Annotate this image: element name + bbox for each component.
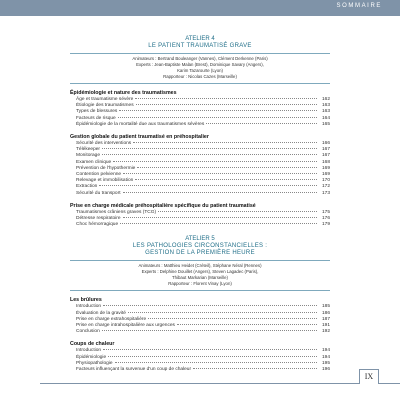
section-title: Épidémiologie et nature des traumatismes	[70, 90, 177, 96]
atelier-5-number: ATELIER 5	[185, 236, 215, 243]
credit-line: Animateurs : Bertrand Bouleanger (Vannes), Clément Derkenne (Paris)	[132, 56, 268, 61]
entry-title: Prévention de l'hypothermie	[76, 165, 136, 171]
entry-page: 167	[321, 153, 330, 159]
dot-leader	[99, 185, 317, 186]
dot-leader	[118, 117, 317, 118]
toc-entry[interactable]	[76, 122, 330, 128]
entry-title: Étiologie des traumatismes	[76, 103, 134, 109]
atelier-5-credits	[70, 263, 330, 287]
entry-page: 191	[321, 323, 330, 329]
entry-title: Relevage et immobilisation	[76, 178, 134, 184]
entry-page: 168	[321, 159, 330, 165]
entry-title: Évaluation de la gravité	[76, 310, 126, 316]
entry-page: 194	[321, 348, 330, 354]
dot-leader	[119, 110, 317, 111]
entry-page: 192	[321, 329, 330, 335]
credit-line: Rapporteur : Nicolas Cazes (Marseille)	[163, 74, 237, 79]
entry-title: Physiopathologie	[76, 360, 113, 366]
atelier-5-title-line2: GESTION DE LA PREMIÈRE HEURE	[145, 250, 255, 257]
dot-leader	[103, 305, 317, 306]
entry-title: Télékeeper	[76, 147, 100, 153]
entry-page: 175	[321, 209, 330, 215]
entry-title: Sécurité des interventions	[76, 141, 132, 147]
entry-title: Conclusion	[76, 329, 100, 335]
toc-section	[70, 341, 330, 373]
entry-page: 194	[321, 354, 330, 360]
entry-title: Monitorage	[76, 153, 100, 159]
entry-title: Introduction	[76, 348, 102, 354]
toc-entry[interactable]	[76, 191, 330, 197]
toc-section	[70, 90, 330, 128]
dot-leader	[102, 148, 317, 149]
atelier-4-number: ATELIER 4	[185, 36, 215, 42]
section-title: Gestion globale du patient traumatisé en préhospitalier	[70, 134, 209, 141]
entry-page: 169	[321, 172, 330, 178]
entry-page: 196	[321, 367, 330, 373]
toc-list	[76, 304, 330, 335]
section-title: Les brûlures	[70, 297, 102, 304]
entry-title: Prise en charge intrahospitalière aux urgences	[76, 323, 175, 329]
credit-line: Thibaut Markarian (Marseille)	[172, 275, 228, 281]
page-number: IX	[359, 369, 379, 384]
dot-leader	[102, 154, 317, 155]
dot-leader	[103, 349, 317, 350]
entry-title: Choc hémorragique	[76, 222, 119, 228]
entry-title: Examen clinique	[76, 159, 112, 165]
toc-list	[76, 141, 330, 197]
entry-page: 170	[321, 178, 330, 184]
credit-line: Animateurs : Matthieu Heidet (Créteil), Stéphane Néral (Rennes)	[138, 263, 262, 269]
entry-title: Détresse respiratoire	[76, 216, 121, 222]
entry-page: 185	[321, 304, 330, 310]
toc-section	[70, 203, 330, 229]
entry-title: Épidémiologie de la mortalité due aux traumatismes sévères	[76, 121, 205, 127]
dot-leader	[133, 142, 317, 143]
entry-page: 173	[321, 190, 330, 196]
credit-line: Experts : Jean-Baptiste Malan (Brest), Dominique Savary (Angers),	[136, 62, 264, 67]
entry-page: 195	[321, 360, 330, 366]
header-label: SOMMAIRE	[336, 3, 382, 9]
entry-page: 167	[321, 147, 330, 153]
table-of-contents	[70, 20, 330, 373]
section-title: Prise en charge médicale préhospitalière spécifique du patient traumatisé	[70, 202, 256, 209]
toc-list	[76, 97, 330, 128]
entry-title: Facteurs influençant la survenue d'un coup de chaleur	[76, 367, 192, 373]
atelier-4-title: LE PATIENT TRAUMATISÉ GRAVE	[148, 43, 252, 49]
atelier-5-title-line1: LES PATHOLOGIES CIRCONSTANCIELLES :	[132, 243, 268, 250]
atelier-4-heading	[70, 36, 330, 50]
entry-page: 164	[321, 115, 330, 121]
header-bar	[0, 0, 400, 16]
entry-title: Extraction	[76, 184, 98, 190]
entry-title: Facteurs de risque	[76, 115, 116, 121]
dot-leader	[158, 211, 317, 212]
entry-page: 169	[321, 165, 330, 171]
toc-entry[interactable]	[76, 222, 330, 228]
dot-leader	[123, 173, 317, 174]
credit-line: Experts : Delphine Douillet (Angers), Steven Lagadec (Paris),	[141, 269, 259, 275]
dot-leader	[137, 167, 317, 168]
atelier-4-sections	[70, 90, 330, 228]
divider	[70, 53, 330, 54]
dot-leader	[108, 356, 317, 357]
entry-title: Introduction	[76, 304, 102, 310]
entry-title: Sécurité du transport	[76, 190, 121, 196]
dot-leader	[102, 330, 317, 331]
entry-page: 163	[321, 109, 330, 115]
footer-rule	[40, 383, 400, 384]
dot-leader	[123, 217, 317, 218]
dot-leader	[128, 312, 317, 313]
entry-title: Types de blessures	[76, 109, 118, 115]
entry-title: Contention pelvienne	[76, 172, 122, 178]
divider	[70, 260, 330, 261]
dot-leader	[113, 161, 317, 162]
entry-title: Traumatismes crâniens graves (TCG)	[76, 209, 157, 215]
dot-leader	[120, 223, 317, 224]
dot-leader	[148, 318, 317, 319]
dot-leader	[135, 98, 317, 99]
atelier-4-credits	[70, 56, 330, 80]
dot-leader	[136, 104, 317, 105]
entry-page: 165	[321, 121, 330, 127]
entry-title: Épidémiologie	[76, 354, 107, 360]
entry-page: 186	[321, 310, 330, 316]
toc-list	[76, 210, 330, 229]
entry-page: 172	[321, 184, 330, 190]
toc-section	[70, 297, 330, 335]
credit-line: Karim Tazarourte (Lyon)	[177, 68, 223, 73]
dot-leader	[206, 123, 317, 124]
atelier-5-heading	[70, 236, 330, 257]
dot-leader	[177, 324, 317, 325]
entry-page: 163	[321, 103, 330, 109]
divider	[70, 290, 330, 291]
entry-page: 162	[321, 97, 330, 102]
toc-list	[76, 348, 330, 373]
credit-line: Rapporteur : Florent Vinay (Lyon)	[168, 281, 232, 287]
dot-leader	[135, 179, 317, 180]
toc-entry[interactable]	[76, 367, 330, 373]
entry-page: 176	[321, 216, 330, 222]
entry-title: Prise en charge extrahospitalière	[76, 316, 147, 322]
divider	[70, 83, 330, 84]
atelier-5-sections	[70, 297, 330, 373]
entry-page: 166	[321, 141, 330, 147]
toc-entry[interactable]	[76, 329, 330, 335]
dot-leader	[123, 192, 317, 193]
entry-page: 179	[321, 222, 330, 228]
dot-leader	[115, 362, 317, 363]
dot-leader	[193, 368, 317, 369]
entry-title: Âge et traumatisme sévère	[76, 97, 134, 102]
entry-page: 187	[321, 316, 330, 322]
toc-section	[70, 134, 330, 197]
section-title: Coups de chaleur	[70, 341, 115, 348]
